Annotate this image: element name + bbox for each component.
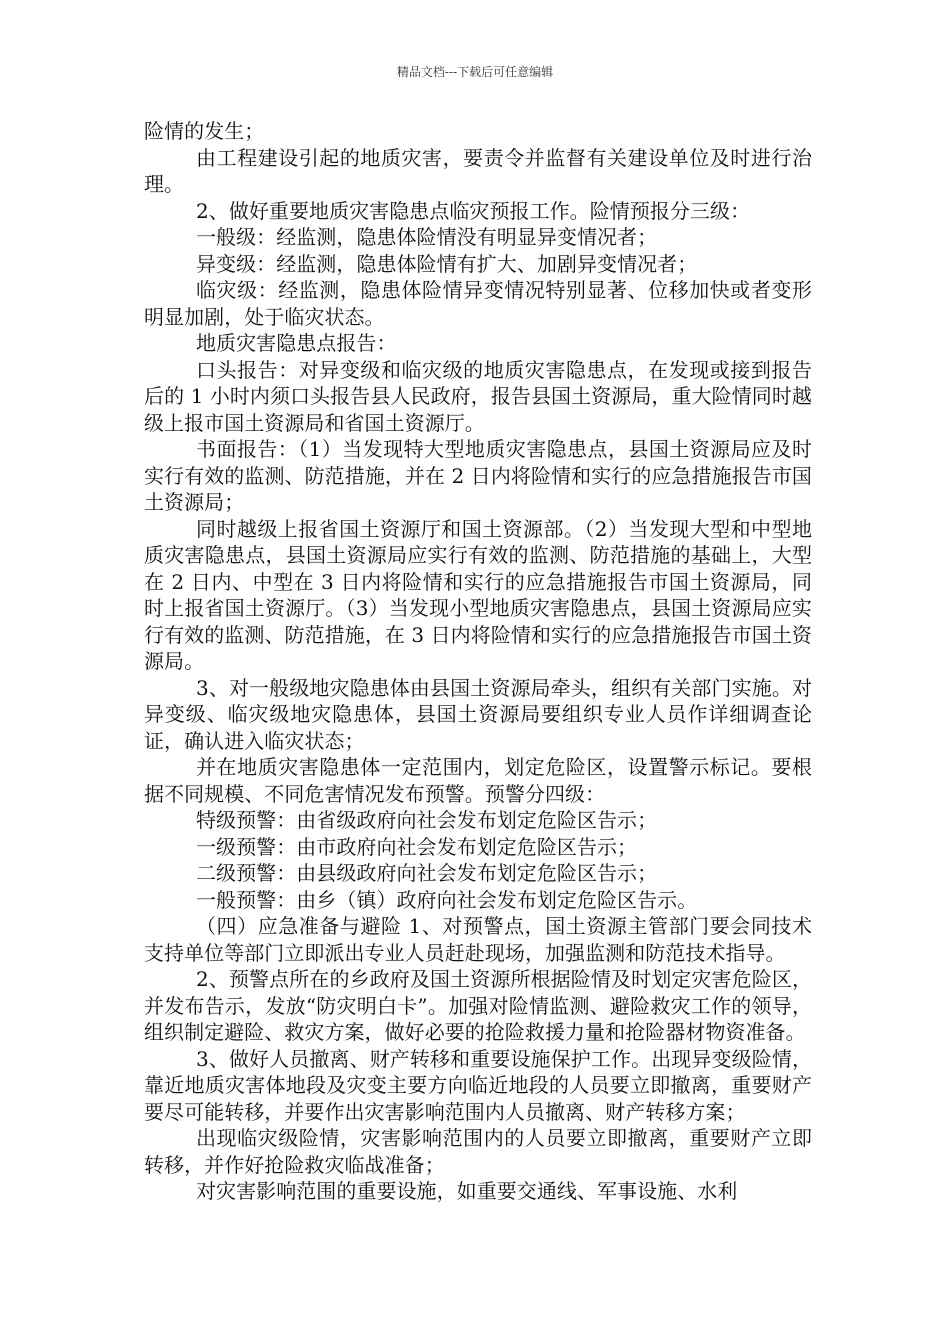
paragraph: 书面报告：（1）当发现特大型地质灾害隐患点，县国土资源局应及时实行有效的监测、防范措施，并在 2 日内将险情和实行的应急措施报告市国土资源局； xyxy=(144,437,812,514)
paragraph: 并在地质灾害隐患体一定范围内，划定危险区，设置警示标记。要根据不同规模、不同危害情况发布预警。预警分四级： xyxy=(144,755,812,806)
paragraph: 一般级：经监测，隐患体险情没有明显异变情况者； xyxy=(196,225,658,249)
paragraph: 3、对一般级地灾隐患体由县国土资源局牵头，组织有关部门实施。对异变级、临灾级地灾隐患体，县国土资源局要组织专业人员作详细调查论证，确认进入临灾状态； xyxy=(144,675,812,753)
page-header: 精品文档---下载后可任意编辑 xyxy=(396,65,554,79)
paragraph: （四）应急准备与避险 1、对预警点，国土资源主管部门要会同技术支持单位等部门立即派出专业人员赶赴现场，加强监测和防范技术指导。 xyxy=(144,914,812,965)
paragraph: 临灾级：经监测，隐患体险情异变情况特别显著、位移加快或者变形明显加剧，处于临灾状态。 xyxy=(144,278,812,329)
paragraph: 特级预警：由省级政府向社会发布划定危险区告示； xyxy=(196,808,658,832)
paragraph: 险情的发生； xyxy=(144,119,265,143)
paragraph: 3、做好人员撤离、财产转移和重要设施保护工作。出现异变级险情，靠近地质灾害体地段及灾变主要方向临近地段的人员要立即撤离，重要财产要尽可能转移，并要作出灾害影响范围内人员撤离、财产转移方案； xyxy=(144,1046,812,1124)
document-body xyxy=(144,118,812,1205)
paragraph: 口头报告：对异变级和临灾级的地质灾害隐患点，在发现或接到报告后的 1 小时内须口头报告县人民政府，报告县国土资源局，重大险情同时越级上报市国土资源局和省国土资源厅。 xyxy=(144,357,812,435)
paragraph: 由工程建设引起的地质灾害，要责令并监督有关建设单位及时进行治理。 xyxy=(144,145,812,196)
paragraph: 出现临灾级险情，灾害影响范围内的人员要立即撤离，重要财产立即转移，并作好抢险救灾临战准备； xyxy=(144,1126,812,1177)
paragraph: 2、做好重要地质灾害隐患点临灾预报工作。险情预报分三级： xyxy=(196,198,751,223)
paragraph: 对灾害影响范围的重要设施，如重要交通线、军事设施、水利 xyxy=(196,1179,738,1203)
paragraph: 一级预警：由市政府向社会发布划定危险区告示； xyxy=(196,834,638,859)
paragraph: 2、预警点所在的乡政府及国土资源所根据险情及时划定灾害危险区，并发布告示，发放“防灾明白卡”。加强对险情监测、避险救灾工作的领导，组织制定避险、救灾方案，做好必要的抢险救援力量和抢险器材物资准备。 xyxy=(144,967,812,1044)
paragraph: 二级预警：由县级政府向社会发布划定危险区告示； xyxy=(196,861,658,885)
paragraph: 地质灾害隐患点报告： xyxy=(196,331,397,355)
paragraph: 一般预警：由乡（镇）政府向社会发布划定危险区告示。 xyxy=(196,887,698,912)
paragraph: 同时越级上报省国土资源厅和国土资源部。（2）当发现大型和中型地质灾害隐患点，县国土资源局应实行有效的监测、防范措施的基础上，大型在 2 日内、中型在 3 日内将险情和实行的应急措施报告市国土资源局，同时上报省国土资源厅。（3）当发现小型地质灾害隐患点，县国土资源局应实行有效的监测、防范措施，在 3 日内将险情和实行的应急措施报告市国土资源局。 xyxy=(144,516,812,673)
paragraph: 异变级：经监测，隐患体险情有扩大、加剧异变情况者； xyxy=(196,251,698,276)
